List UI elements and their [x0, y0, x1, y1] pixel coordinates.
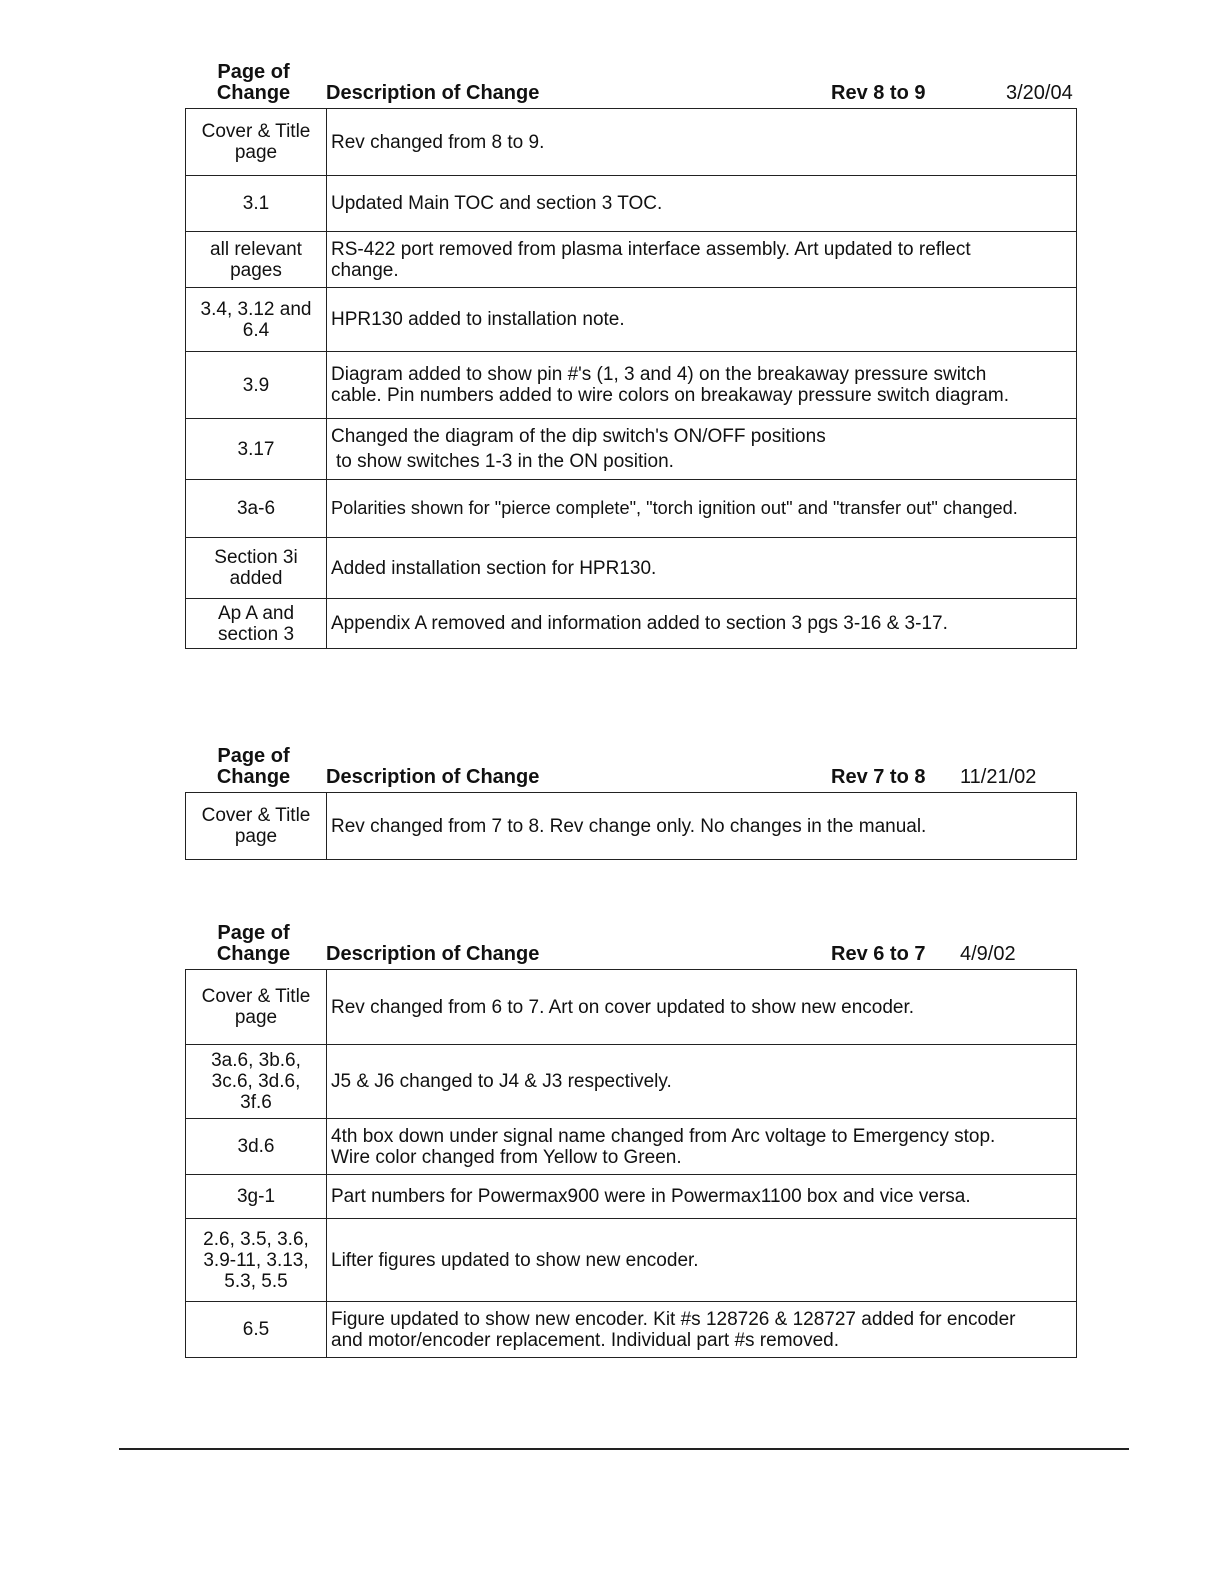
revision-table — [185, 108, 1077, 649]
description-line: Appendix A removed and information added to section 3 pgs 3-16 & 3-17. — [331, 613, 948, 634]
table-row — [186, 970, 1077, 1045]
rev-date: 4/9/02 — [960, 943, 1016, 965]
page-line: 5.3, 5.5 — [224, 1270, 288, 1292]
page-line: 2.6, 3.5, 3.6, — [203, 1228, 309, 1250]
revision-section-rev-8-to-9 — [185, 58, 1077, 649]
revision-section-rev-6-to-7 — [185, 919, 1077, 1358]
table-row — [186, 109, 1077, 176]
page-line: 3a-6 — [236, 498, 276, 519]
description-cell — [327, 1175, 1077, 1219]
page-cell — [186, 1045, 327, 1119]
description-cell — [327, 599, 1077, 649]
description-line: RS-422 port removed from plasma interface assembly. Art updated to reflect — [331, 238, 971, 260]
rev-label: Rev 8 to 9 — [831, 82, 926, 104]
table-row — [186, 599, 1077, 649]
revision-table — [185, 969, 1077, 1358]
page-line: 3.4, 3.12 and — [200, 298, 312, 320]
page-cell — [186, 1175, 327, 1219]
table-row — [186, 1302, 1077, 1358]
table-row — [186, 480, 1077, 538]
page-line: 3.17 — [237, 438, 275, 460]
page-cell — [186, 970, 327, 1045]
page-of-change-heading — [185, 62, 322, 104]
page-line: 3a.6, 3b.6, — [211, 1050, 301, 1071]
revision-table — [185, 792, 1077, 860]
table-row — [186, 419, 1077, 480]
page-line: 3c.6, 3d.6, — [211, 1071, 301, 1092]
page-line: 3d.6 — [237, 1136, 275, 1157]
table-row — [186, 1045, 1077, 1119]
description-line: Rev changed from 7 to 8. Rev change only. No changes in the manual. — [331, 815, 927, 837]
page-line: 3f.6 — [240, 1092, 272, 1113]
description-line: Diagram added to show pin #'s (1, 3 and 4) on the breakaway pressure switch — [331, 364, 987, 385]
page-cell — [186, 599, 327, 649]
rev-label: Rev 7 to 8 — [831, 766, 926, 788]
description-cell — [327, 1045, 1077, 1119]
page-line: all relevant — [210, 238, 302, 260]
page-cell — [186, 232, 327, 288]
page-line: Cover & Title — [201, 805, 311, 826]
description-line: J5 & J6 changed to J4 & J3 respectively. — [331, 1071, 672, 1092]
heading-line: Page of — [217, 922, 290, 944]
description-line: Figure updated to show new encoder. Kit #s 128726 & 128727 added for encoder — [331, 1308, 1016, 1330]
heading-line: Change — [216, 943, 291, 965]
description-cell — [327, 109, 1077, 176]
table-row — [186, 352, 1077, 419]
rev-date: 11/21/02 — [960, 766, 1037, 788]
page-cell — [186, 109, 327, 176]
footer-rule — [119, 1448, 1129, 1450]
page-line: 3.9-11, 3.13, — [203, 1249, 309, 1271]
table-row — [186, 1219, 1077, 1302]
description-line: Updated Main TOC and section 3 TOC. — [331, 193, 663, 214]
page-line: Cover & Title — [201, 986, 311, 1007]
description-cell — [327, 419, 1077, 480]
description-line: Polarities shown for "pierce complete", "torch ignition out" and "transfer out" changed. — [331, 498, 1018, 518]
rev-label: Rev 6 to 7 — [831, 943, 926, 965]
page-line: added — [229, 568, 283, 589]
heading-line: Change — [216, 766, 291, 788]
page-line: Cover & Title — [201, 121, 311, 142]
description-cell — [327, 480, 1077, 538]
description-line: Rev changed from 6 to 7. Art on cover updated to show new encoder. — [331, 996, 915, 1018]
description-line: to show switches 1-3 in the ON position. — [336, 451, 674, 472]
heading-line: Change — [216, 82, 291, 104]
page-of-change-heading — [185, 746, 322, 788]
page-line: page — [234, 826, 278, 847]
description-cell — [327, 176, 1077, 232]
description-line: Rev changed from 8 to 9. — [331, 131, 545, 153]
table-row — [186, 232, 1077, 288]
table-row — [186, 538, 1077, 599]
description-heading: Description of Change — [326, 82, 540, 104]
description-line: Changed the diagram of the dip switch's ON/OFF positions — [331, 426, 826, 447]
description-cell — [327, 538, 1077, 599]
page-cell — [186, 538, 327, 599]
table-row — [186, 1119, 1077, 1175]
page-line: 3.1 — [242, 193, 270, 214]
table-row — [186, 176, 1077, 232]
description-cell — [327, 1219, 1077, 1302]
description-cell — [327, 1302, 1077, 1358]
description-heading: Description of Change — [326, 943, 540, 965]
page-cell — [186, 288, 327, 352]
page-cell — [186, 352, 327, 419]
description-cell — [327, 232, 1077, 288]
description-cell — [327, 970, 1077, 1045]
description-line: change. — [331, 259, 399, 281]
page-cell — [186, 793, 327, 860]
page-of-change-heading — [185, 923, 322, 965]
description-line: Wire color changed from Yellow to Green. — [331, 1146, 682, 1168]
rev-date: 3/20/04 — [1006, 82, 1073, 104]
description-line: Part numbers for Powermax900 were in Powermax1100 box and vice versa. — [331, 1186, 971, 1207]
description-line: and motor/encoder replacement. Individual part #s removed. — [331, 1329, 839, 1351]
table-row — [186, 1175, 1077, 1219]
heading-line: Page of — [217, 61, 290, 83]
page-line: Ap A and — [217, 602, 295, 624]
description-cell — [327, 1119, 1077, 1175]
page-cell — [186, 1302, 327, 1358]
description-cell — [327, 352, 1077, 419]
page-line: page — [234, 1007, 278, 1028]
revision-header — [185, 742, 1077, 792]
page-line: 6.5 — [242, 1319, 270, 1340]
page-cell — [186, 1119, 327, 1175]
description-line: Added installation section for HPR130. — [331, 557, 657, 579]
page-line: 3.9 — [242, 374, 270, 396]
description-line: Lifter figures updated to show new encoder. — [331, 1249, 699, 1271]
page-cell — [186, 419, 327, 480]
page-line: Section 3i — [214, 547, 298, 568]
page-cell — [186, 176, 327, 232]
page-cell — [186, 480, 327, 538]
page-line: section 3 — [217, 623, 295, 645]
table-row — [186, 793, 1077, 860]
table-row — [186, 288, 1077, 352]
heading-line: Page of — [217, 745, 290, 767]
description-line: HPR130 added to installation note. — [331, 309, 625, 330]
page-line: 3g-1 — [236, 1186, 276, 1207]
page-line: 6.4 — [242, 319, 270, 341]
description-cell — [327, 793, 1077, 860]
description-line: cable. Pin numbers added to wire colors on breakaway pressure switch diagram. — [331, 385, 1009, 406]
description-heading: Description of Change — [326, 766, 540, 788]
revision-header — [185, 58, 1077, 108]
revision-section-rev-7-to-8 — [185, 742, 1077, 860]
page-cell — [186, 1219, 327, 1302]
revision-header — [185, 919, 1077, 969]
description-cell — [327, 288, 1077, 352]
description-line: 4th box down under signal name changed from Arc voltage to Emergency stop. — [331, 1125, 996, 1147]
page-line: page — [234, 142, 278, 163]
page-line: pages — [230, 259, 282, 281]
